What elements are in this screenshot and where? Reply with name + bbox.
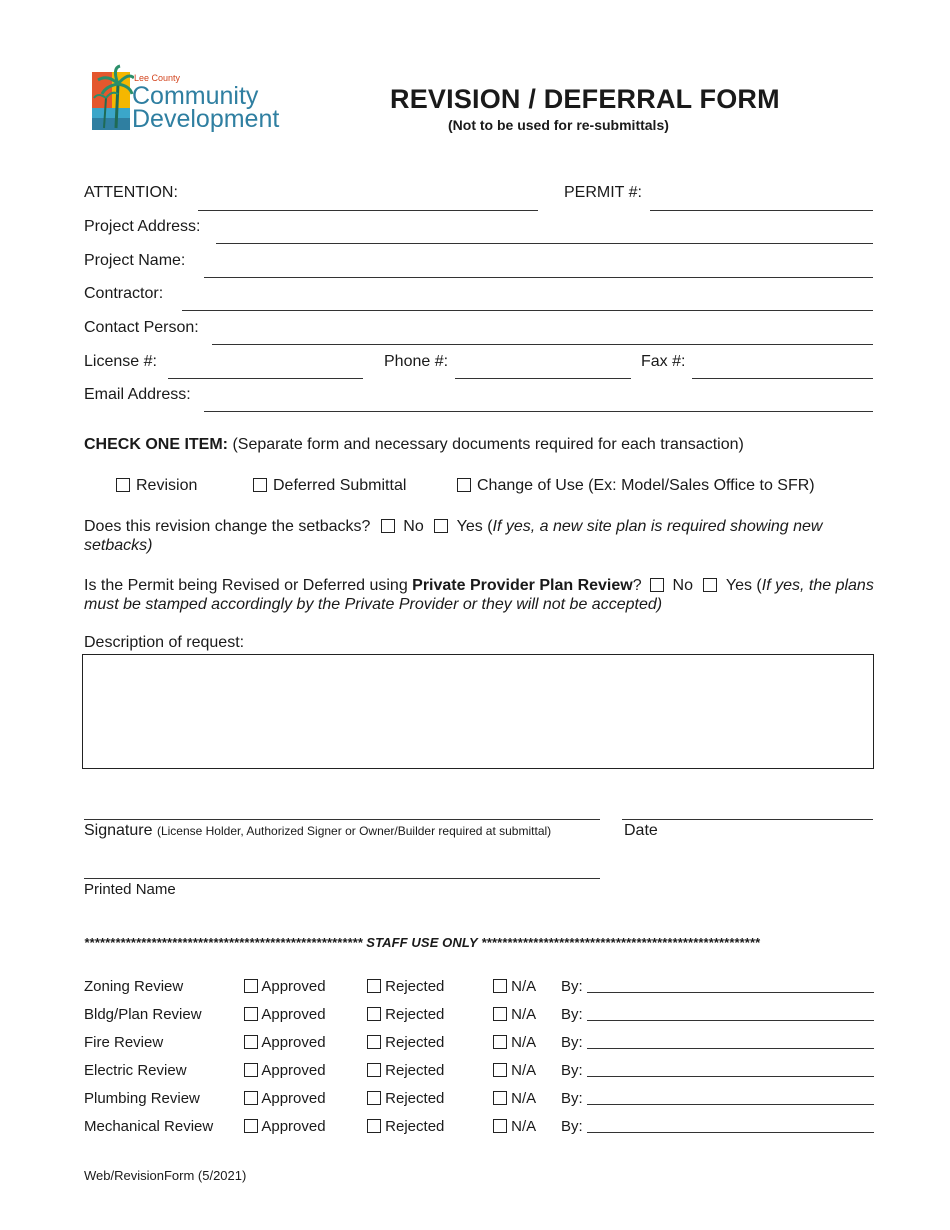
- phone-label: Phone #:: [384, 353, 449, 370]
- plumbing-by-field[interactable]: [587, 1104, 874, 1105]
- bldg-plan-approved-checkbox[interactable]: [244, 1007, 258, 1021]
- printed-name-label: Printed Name: [84, 881, 176, 898]
- plumbing-approved-checkbox[interactable]: [244, 1091, 258, 1105]
- setbacks-yes-label: Yes (: [456, 518, 493, 535]
- na-label: N/A: [511, 1090, 537, 1107]
- project-address-field[interactable]: [216, 243, 873, 244]
- mechanical-approved-checkbox[interactable]: [244, 1119, 258, 1133]
- zoning-rejected-checkbox[interactable]: [367, 979, 381, 993]
- fax-field[interactable]: [692, 378, 873, 379]
- review-label-fire: Fire Review: [84, 1034, 164, 1051]
- setbacks-question: [84, 517, 874, 555]
- by-label: By:: [561, 1118, 583, 1135]
- permit-label: PERMIT #:: [564, 184, 642, 201]
- setbacks-question-text: Does this revision change the setbacks?: [84, 518, 371, 535]
- mechanical-na-checkbox[interactable]: [493, 1119, 507, 1133]
- review-label-zoning: Zoning Review: [84, 978, 184, 995]
- palm-tree-logo-icon: [90, 64, 134, 134]
- phone-field[interactable]: [455, 378, 631, 379]
- attention-label: ATTENTION:: [84, 184, 178, 201]
- staff-row-plumbing: [84, 1090, 874, 1110]
- fire-na-checkbox[interactable]: [493, 1035, 507, 1049]
- private-provider-yes-checkbox[interactable]: [703, 578, 717, 592]
- private-provider-text-start: Is the Permit being Revised or Deferred using: [84, 577, 413, 594]
- bldg-plan-by-field[interactable]: [587, 1020, 874, 1021]
- mechanical-by-field[interactable]: [587, 1132, 874, 1133]
- private-provider-question: [84, 576, 874, 614]
- logo: [90, 62, 290, 134]
- logo-line2: Development: [132, 105, 280, 133]
- approved-label: Approved: [261, 1062, 326, 1079]
- signature-label: [84, 822, 551, 840]
- deferred-submittal-checkbox[interactable]: [253, 478, 267, 492]
- deferred-submittal-label: Deferred Submittal: [273, 477, 407, 494]
- fire-approved-checkbox[interactable]: [244, 1035, 258, 1049]
- change-of-use-checkbox[interactable]: [457, 478, 471, 492]
- bldg-plan-rejected-checkbox[interactable]: [367, 1007, 381, 1021]
- approved-label: Approved: [261, 1118, 326, 1135]
- rejected-label: Rejected: [385, 1006, 445, 1023]
- project-address-label: Project Address:: [84, 218, 201, 235]
- rejected-label: Rejected: [385, 1062, 445, 1079]
- rejected-label: Rejected: [385, 978, 445, 995]
- approved-label: Approved: [261, 1034, 326, 1051]
- attention-field[interactable]: [198, 210, 538, 211]
- zoning-approved-checkbox[interactable]: [244, 979, 258, 993]
- contact-person-label: Contact Person:: [84, 319, 199, 336]
- check-one-title: CHECK ONE ITEM:: [84, 436, 228, 453]
- setbacks-no-label: No: [403, 518, 424, 535]
- staff-row-fire: [84, 1034, 874, 1054]
- license-label: License #:: [84, 353, 157, 370]
- review-label-bldg-plan: Bldg/Plan Review: [84, 1006, 202, 1023]
- form-subtitle: (Not to be used for re-submittals): [448, 117, 669, 133]
- email-label: Email Address:: [84, 386, 191, 403]
- printed-name-field[interactable]: [84, 878, 600, 879]
- description-textarea[interactable]: [82, 654, 874, 769]
- na-label: N/A: [511, 978, 537, 995]
- form-title: REVISION / DEFERRAL FORM: [390, 84, 780, 114]
- na-label: N/A: [511, 1006, 537, 1023]
- logo-line1: Community: [132, 82, 259, 110]
- project-name-label: Project Name:: [84, 252, 186, 269]
- review-label-electric: Electric Review: [84, 1062, 187, 1079]
- zoning-na-checkbox[interactable]: [493, 979, 507, 993]
- approved-label: Approved: [261, 1090, 326, 1107]
- email-field[interactable]: [204, 411, 873, 412]
- permit-field[interactable]: [650, 210, 873, 211]
- by-label: By:: [561, 1062, 583, 1079]
- by-label: By:: [561, 1090, 583, 1107]
- option-change-of-use[interactable]: [457, 477, 815, 495]
- staff-row-mechanical: [84, 1118, 874, 1138]
- logo-county-text: Lee County: [134, 73, 181, 83]
- setbacks-yes-checkbox[interactable]: [434, 519, 448, 533]
- zoning-by-field[interactable]: [587, 992, 874, 993]
- electric-na-checkbox[interactable]: [493, 1063, 507, 1077]
- contractor-label: Contractor:: [84, 285, 164, 302]
- change-of-use-label: Change of Use (Ex: Model/Sales Office to SFR): [477, 477, 815, 494]
- project-name-field[interactable]: [204, 277, 873, 278]
- by-label: By:: [561, 978, 583, 995]
- approved-label: Approved: [261, 1006, 326, 1023]
- license-field[interactable]: [168, 378, 363, 379]
- revision-label: Revision: [136, 477, 198, 494]
- review-label-mechanical: Mechanical Review: [84, 1118, 214, 1135]
- plumbing-na-checkbox[interactable]: [493, 1091, 507, 1105]
- electric-by-field[interactable]: [587, 1076, 874, 1077]
- option-revision[interactable]: [116, 477, 197, 495]
- check-one-note: (Separate form and necessary documents required for each transaction): [228, 436, 744, 453]
- private-provider-no-checkbox[interactable]: [650, 578, 664, 592]
- by-label: By:: [561, 1006, 583, 1023]
- option-deferred-submittal[interactable]: [253, 477, 406, 495]
- mechanical-rejected-checkbox[interactable]: [367, 1119, 381, 1133]
- staff-row-bldg-plan: [84, 1006, 874, 1026]
- private-provider-text-bold: Private Provider Plan Review: [412, 577, 633, 594]
- private-provider-no-label: No: [672, 577, 693, 594]
- description-label: Description of request:: [84, 634, 245, 651]
- staff-use-only-banner: ****************************************************** STAFF USE ONLY ******************************************************: [84, 935, 760, 950]
- fire-by-field[interactable]: [587, 1048, 874, 1049]
- bldg-plan-na-checkbox[interactable]: [493, 1007, 507, 1021]
- rejected-label: Rejected: [385, 1118, 445, 1135]
- approved-label: Approved: [261, 978, 326, 995]
- by-label: By:: [561, 1034, 583, 1051]
- na-label: N/A: [511, 1062, 537, 1079]
- signature-field[interactable]: [84, 819, 600, 820]
- na-label: N/A: [511, 1034, 537, 1051]
- rejected-label: Rejected: [385, 1090, 445, 1107]
- setbacks-no-checkbox[interactable]: [381, 519, 395, 533]
- fax-label: Fax #:: [641, 353, 686, 370]
- private-provider-text-end: ?: [632, 577, 642, 594]
- private-provider-note: If yes, the plans must be stamped accordingly by the Private Provider or they will not be accepted): [84, 577, 874, 613]
- staff-row-zoning: [84, 978, 874, 998]
- check-one-heading: [84, 436, 744, 454]
- signature-note: (License Holder, Authorized Signer or Owner/Builder required at submittal): [156, 824, 552, 838]
- fire-rejected-checkbox[interactable]: [367, 1035, 381, 1049]
- review-label-plumbing: Plumbing Review: [84, 1090, 200, 1107]
- private-provider-yes-label: Yes (: [725, 577, 762, 594]
- form-footer-code: Web/RevisionForm (5/2021): [84, 1168, 247, 1183]
- signature-label-text: Signature: [84, 822, 153, 839]
- date-field[interactable]: [622, 819, 873, 820]
- plumbing-rejected-checkbox[interactable]: [367, 1091, 381, 1105]
- setbacks-note: If yes, a new site plan is required showing new setbacks): [84, 518, 823, 554]
- staff-row-electric: [84, 1062, 874, 1082]
- contact-person-field[interactable]: [212, 344, 873, 345]
- electric-approved-checkbox[interactable]: [244, 1063, 258, 1077]
- rejected-label: Rejected: [385, 1034, 445, 1051]
- contractor-field[interactable]: [182, 310, 873, 311]
- date-label: Date: [624, 822, 658, 839]
- na-label: N/A: [511, 1118, 537, 1135]
- electric-rejected-checkbox[interactable]: [367, 1063, 381, 1077]
- revision-checkbox[interactable]: [116, 478, 130, 492]
